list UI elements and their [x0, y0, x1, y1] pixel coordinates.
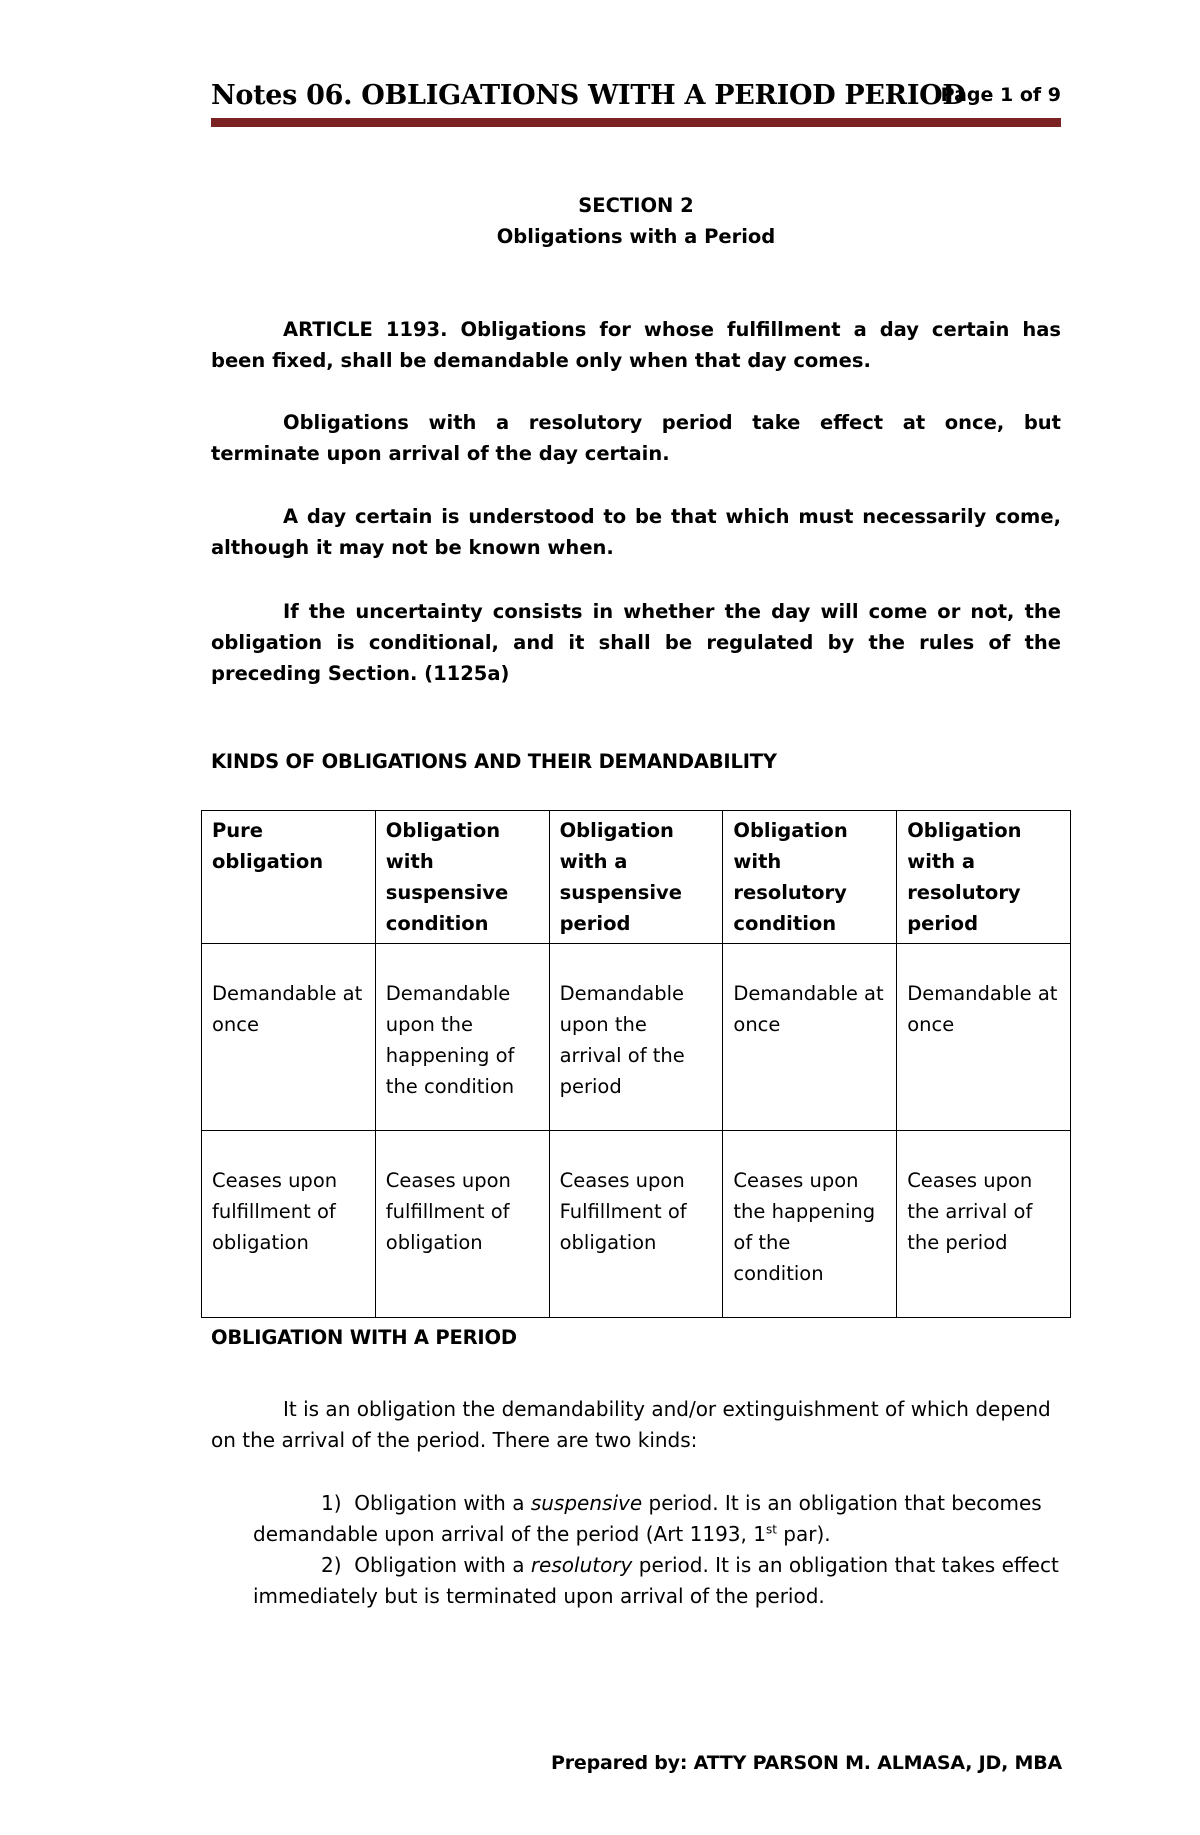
- article-paragraph: ARTICLE 1193. Obligations for whose fulfillment a day certain has been fixed, shall be demandable only when that day comes.: [211, 318, 1061, 372]
- page-indicator: Page 1 of 9: [940, 84, 1061, 106]
- obligation-period-heading: OBLIGATION WITH A PERIOD: [211, 1326, 517, 1349]
- prepared-by-footer: Prepared by: ATTY PARSON M. ALMASA, JD, MBA: [550, 1752, 1062, 1774]
- kinds-heading: KINDS OF OBLIGATIONS AND THEIR DEMANDABILITY: [211, 750, 777, 773]
- list-item-emphasis: resolutory: [530, 1553, 633, 1577]
- table-cell: Ceases upon fulfillment of obligation: [375, 1131, 549, 1318]
- list-item-emphasis: suspensive: [530, 1491, 643, 1515]
- table-cell: Ceases upon the happening of the condition: [723, 1131, 897, 1318]
- table-row: [202, 1131, 1071, 1318]
- table-cell: Ceases upon Fulfillment of obligation: [549, 1131, 723, 1318]
- list-item: [253, 1488, 1061, 1550]
- table-cell: Ceases upon fulfillment of obligation: [202, 1131, 376, 1318]
- section-title: Obligations with a Period: [496, 225, 776, 248]
- list-item-lead: Obligation with a: [354, 1491, 531, 1515]
- list-item-lead: Obligation with a: [354, 1553, 531, 1577]
- list-item-number: 2): [321, 1553, 342, 1577]
- table-row: [202, 811, 1071, 944]
- table-header-cell: Obligation with a suspensive period: [549, 811, 723, 944]
- table-cell: Demandable at once: [202, 944, 376, 1131]
- article-paragraph: Obligations with a resolutory period take effect at once, but terminate upon arrival of the day certain.: [211, 411, 1061, 465]
- header-rule: [211, 118, 1061, 127]
- section-number: SECTION 2: [578, 194, 694, 217]
- table-cell: Demandable upon the happening of the condition: [375, 944, 549, 1131]
- table-header-cell: Obligation with a resolutory period: [897, 811, 1071, 944]
- list-item-tail: par).: [776, 1522, 831, 1546]
- table-cell: Demandable at once: [897, 944, 1071, 1131]
- article-paragraph: A day certain is understood to be that which must necessarily come, although it may not be known when.: [211, 505, 1061, 559]
- obligation-period-intro: It is an obligation the demandability and/or extinguishment of which depend on the arrival of the period. There are two kinds:: [211, 1397, 1051, 1452]
- table-header-cell: Pure obligation: [202, 811, 376, 944]
- table-header-cell: Obligation with suspensive condition: [375, 811, 549, 944]
- list-item-text: period. It is an obligation that takes effect immediately but is terminated upon arrival of the period.: [253, 1553, 1059, 1608]
- list-item-text: period. It is an obligation that becomes demandable upon arrival of the period (Art 1193, 1: [253, 1491, 1042, 1546]
- table-cell: Ceases upon the arrival of the period: [897, 1131, 1071, 1318]
- table-header-cell: Obligation with resolutory condition: [723, 811, 897, 944]
- table-cell: Demandable at once: [723, 944, 897, 1131]
- list-item-number: 1): [321, 1491, 342, 1515]
- kinds-table: [201, 810, 1071, 1318]
- document-title: Notes 06. OBLIGATIONS WITH A PERIOD PERIOD: [211, 80, 966, 111]
- article-paragraph: If the uncertainty consists in whether the day will come or not, the obligation is conditional, and it shall be regulated by the rules of the preceding Section. (1125a): [211, 600, 1061, 685]
- list-item-superscript: st: [765, 1522, 777, 1537]
- table-cell: Demandable upon the arrival of the period: [549, 944, 723, 1131]
- table-row: [202, 944, 1071, 1131]
- section-heading: [211, 190, 1061, 252]
- list-item: [253, 1550, 1061, 1612]
